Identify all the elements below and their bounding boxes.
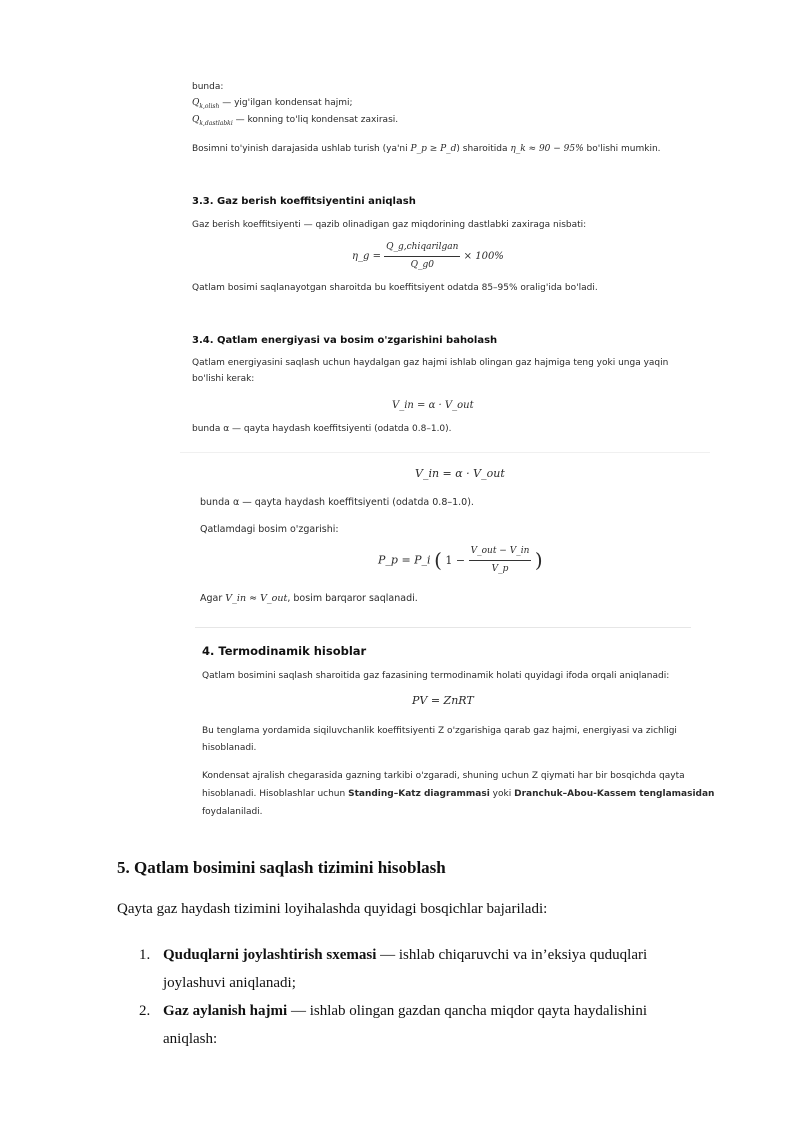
gas-recovery-formula: η_g = $\frac{\text{Q\_g,chiqarilgan}}{Q\_g0}$ × 100% — [352, 242, 504, 270]
section-4-heading: 4. Termodinamik hisoblar — [202, 644, 367, 658]
compressibility-text-2: hisoblanadi. — [202, 743, 257, 753]
section-3-4-heading: 3.4. Qatlam energiyasi va bosim o'zgarishini baholash — [192, 335, 498, 346]
compressibility-text-1: Bu tenglama yordamida siqiluvchanlik koeffitsiyenti Z o'zgarishiga qarab gaz hajmi, energiyasi va zichligi — [202, 726, 677, 736]
embedded-screenshot-3 — [202, 644, 722, 824]
section-4-text: Qatlam bosimini saqlash sharoitida gaz fazasining termodinamik holati quyidagi ifoda orqali aniqlanadi: — [202, 671, 670, 681]
section-3-4-text-1: Qatlam energiyasini saqlash uchun haydalgan gaz hajmi ishlab olingan gaz hajmiga teng yoki unga yaqin — [192, 358, 669, 368]
injection-volume-formula-2: V_in = α · V_out — [415, 467, 505, 480]
q-dastlabki-text: — konning to'liq kondensat zaxirasi. — [235, 115, 399, 125]
pressure-change-label: Qatlamdagi bosim o'zgarishi: — [200, 524, 339, 535]
coef-note-2: bunda α — qayta haydash koeffitsiyenti (odatda 0.8–1.0). — [200, 497, 474, 508]
section-3-3-note: Qatlam bosimi saqlanayotgan sharoitda bu koeffitsiyent odatda 85–95% oralig'ida bo'ladi. — [192, 283, 598, 293]
stable-pressure-note: Agar V_in ≈ V_out, bosim barqaror saqlanadi. — [200, 593, 418, 604]
section-3-3-text: Gaz berish koeffitsiyenti — qazib olinadigan gaz miqdorining dastlabki zaxiraga nisbati: — [192, 220, 587, 230]
q-olish-text: — yig'ilgan kondensat hajmi; — [222, 98, 353, 108]
section-5-heading: 5. Qatlam bosimini saqlash tizimini hisoblash — [117, 858, 446, 877]
document-body: 5. Qatlam bosimini saqlash tizimini hisoblash Qayta gaz haydash tizimini loyihalashda quyidagi bosqichlar bajariladi: 1. Quduqlarni joylashtirish sxemasi — ishlab chiqaruvchi va in’eksiya quduqlari joylashuvi aniqlanadi; 2. Gaz aylanish hajmi — ishlab olingan gazdan qancha miqdor qayta haydalishini aniqlash: — [117, 858, 648, 1047]
injection-volume-formula: V_in = α · V_out — [392, 400, 474, 411]
definition-q-dastlabki — [192, 113, 398, 131]
q-dastlabki-symbol: $Q_{k,dastlabki}$ — [192, 115, 233, 127]
condensate-text-2: hisoblanadi. Hisoblashlar uchun Standing–Katz diagrammasi yoki Dranchuk–Abou-Kassem tenglamasidan — [202, 789, 715, 799]
embedded-screenshot-2 — [200, 466, 720, 616]
section-5-intro: Qayta gaz haydash tizimini loyihalashda quyidagi bosqichlar bajariladi: — [117, 901, 548, 917]
section-3-3-heading: 3.3. Gaz berish koeffitsiyentini aniqlash — [192, 196, 416, 207]
bunda-label: bunda: — [192, 82, 224, 92]
gas-state-equation: PV = ZnRT — [412, 694, 474, 707]
screenshot-divider — [180, 452, 710, 453]
definition-q-olish — [192, 96, 353, 114]
saturation-pressure-note: Bosimni to'yinish darajasida ushlab turish (ya'ni P_p ≥ P_d) sharoitida η_k ≈ 90 − 95% bo'lishi mumkin. — [192, 144, 661, 154]
section-separator — [195, 627, 691, 628]
pressure-change-formula: P_p = P_i ( 1 − $\frac{\text{V\_out − V\_in}}{V\_p}$ ) — [378, 546, 543, 574]
embedded-screenshot-1 — [192, 80, 712, 434]
condensate-text-1: Kondensat ajralish chegarasida gazning tarkibi o'zgaradi, shuning uchun Z qiymati har bir bosqichda qayta — [202, 771, 685, 781]
q-olish-symbol: $Q_{k,olish}$ — [192, 98, 220, 110]
condensate-text-3: foydalaniladi. — [202, 807, 263, 817]
section-3-4-text-2: bo'lishi kerak: — [192, 374, 255, 384]
section-3-4-coef-note: bunda α — qayta haydash koeffitsiyenti (odatda 0.8–1.0). — [192, 424, 452, 434]
